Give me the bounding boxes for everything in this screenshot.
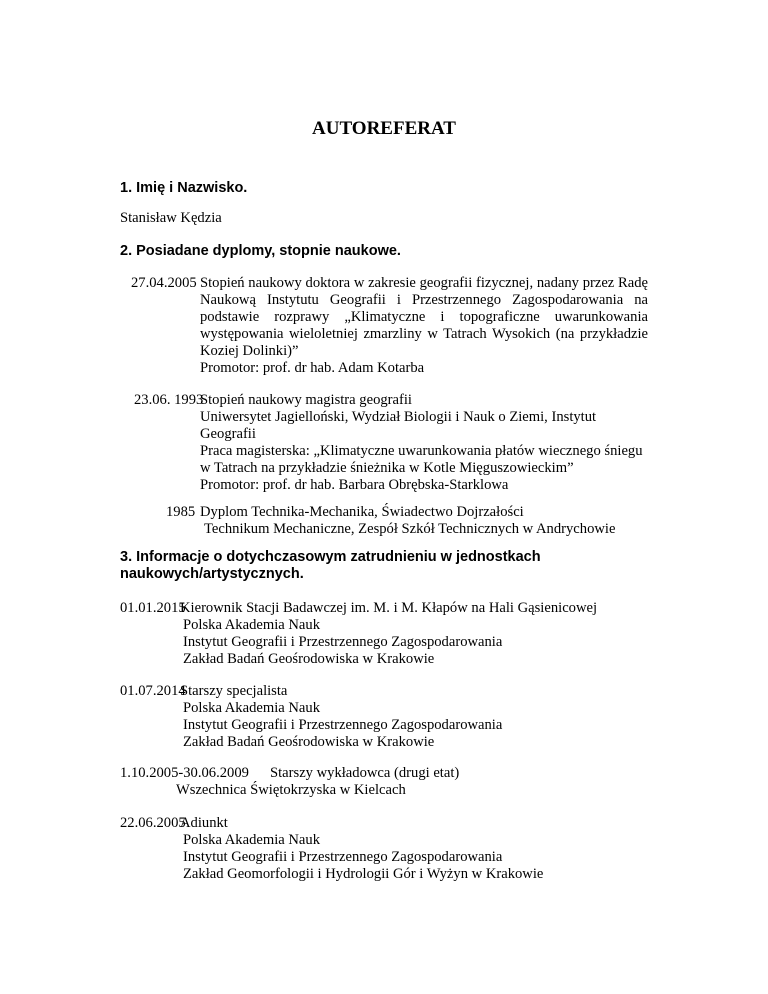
entry-line: Uniwersytet Jagielloński, Wydział Biologii i Nauk o Ziemi, Instytut — [200, 409, 597, 425]
employment-entry — [180, 815, 543, 883]
employment-entry — [180, 683, 502, 751]
section-heading-3-line2: naukowych/artystycznych. — [120, 566, 304, 582]
entry-line: Adiunkt — [180, 815, 228, 831]
entry-line: Instytut Geografii i Przestrzennego Zagospodarowania — [183, 717, 503, 733]
section-heading-3 — [120, 549, 541, 583]
entry-line: Technikum Mechaniczne, Zespół Szkół Technicznych w Andrychowie — [204, 521, 616, 537]
employment-date: 01.01.2015 — [120, 600, 186, 616]
entry-line: Koziej Dolinki)” — [200, 343, 299, 359]
entry-line: Instytut Geografii i Przestrzennego Zagospodarowania — [183, 634, 503, 650]
diploma-entry — [200, 504, 615, 538]
employment-date: 22.06.2005 — [120, 815, 186, 831]
employment-entry-title: Starszy wykładowca (drugi etat) — [270, 765, 460, 781]
entry-line: Polska Akademia Nauk — [183, 617, 320, 633]
employment-entry-org: Wszechnica Świętokrzyska w Kielcach — [176, 782, 406, 798]
employment-date: 1.10.2005-30.06.2009 — [120, 765, 249, 781]
section-heading-1: 1. Imię i Nazwisko. — [120, 180, 248, 196]
entry-line: Polska Akademia Nauk — [183, 832, 320, 848]
person-name: Stanisław Kędzia — [120, 210, 222, 226]
entry-line: Instytut Geografii i Przestrzennego Zagospodarowania — [183, 849, 503, 865]
section-heading-3-line1: 3. Informacje o dotychczasowym zatrudnieniu w jednostkach — [120, 549, 541, 565]
employment-date: 01.07.2014 — [120, 683, 186, 699]
entry-line: Zakład Badań Geośrodowiska w Krakowie — [183, 734, 435, 750]
entry-line: Naukową Instytutu Geografii i Przestrzennego Zagospodarowania na — [200, 292, 648, 308]
entry-line: podstawie rozprawy „Klimatyczne i topograficzne uwarunkowania — [200, 309, 648, 325]
entry-line: Geografii — [200, 426, 256, 442]
entry-line: Polska Akademia Nauk — [183, 700, 320, 716]
entry-line: występowania wieloletniej zmarzliny w Tatrach Wysokich (na przykładzie — [200, 326, 648, 342]
entry-line: Promotor: prof. dr hab. Barbara Obrębska-Starklowa — [200, 477, 509, 493]
employment-entry — [180, 600, 597, 668]
diploma-date: 23.06. 1993 — [134, 392, 204, 408]
entry-line: Stopień naukowy magistra geografii — [200, 392, 412, 408]
diploma-entry — [200, 392, 643, 494]
document-title: AUTOREFERAT — [312, 118, 456, 139]
entry-line: Zakład Badań Geośrodowiska w Krakowie — [183, 651, 435, 667]
entry-line: Stopień naukowy doktora w zakresie geografii fizycznej, nadany przez Radę — [200, 275, 648, 291]
entry-line: Promotor: prof. dr hab. Adam Kotarba — [200, 360, 425, 376]
entry-line: Praca magisterska: „Klimatyczne uwarunkowania płatów wiecznego śniegu — [200, 443, 643, 459]
entry-line: Dyplom Technika-Mechanika, Świadectwo Dojrzałości — [200, 504, 524, 520]
diploma-entry — [200, 275, 648, 377]
entry-line: Zakład Geomorfologii i Hydrologii Gór i Wyżyn w Krakowie — [183, 866, 544, 882]
entry-line: w Tatrach na przykładzie śnieżnika w Kotle Mięguszowieckim” — [200, 460, 574, 476]
entry-line: Kierownik Stacji Badawczej im. M. i M. Kłapów na Hali Gąsienicowej — [180, 600, 598, 616]
section-heading-2: 2. Posiadane dyplomy, stopnie naukowe. — [120, 243, 401, 259]
diploma-date: 27.04.2005 — [131, 275, 197, 291]
diploma-date: 1985 — [166, 504, 196, 520]
entry-line: Starszy specjalista — [180, 683, 288, 699]
